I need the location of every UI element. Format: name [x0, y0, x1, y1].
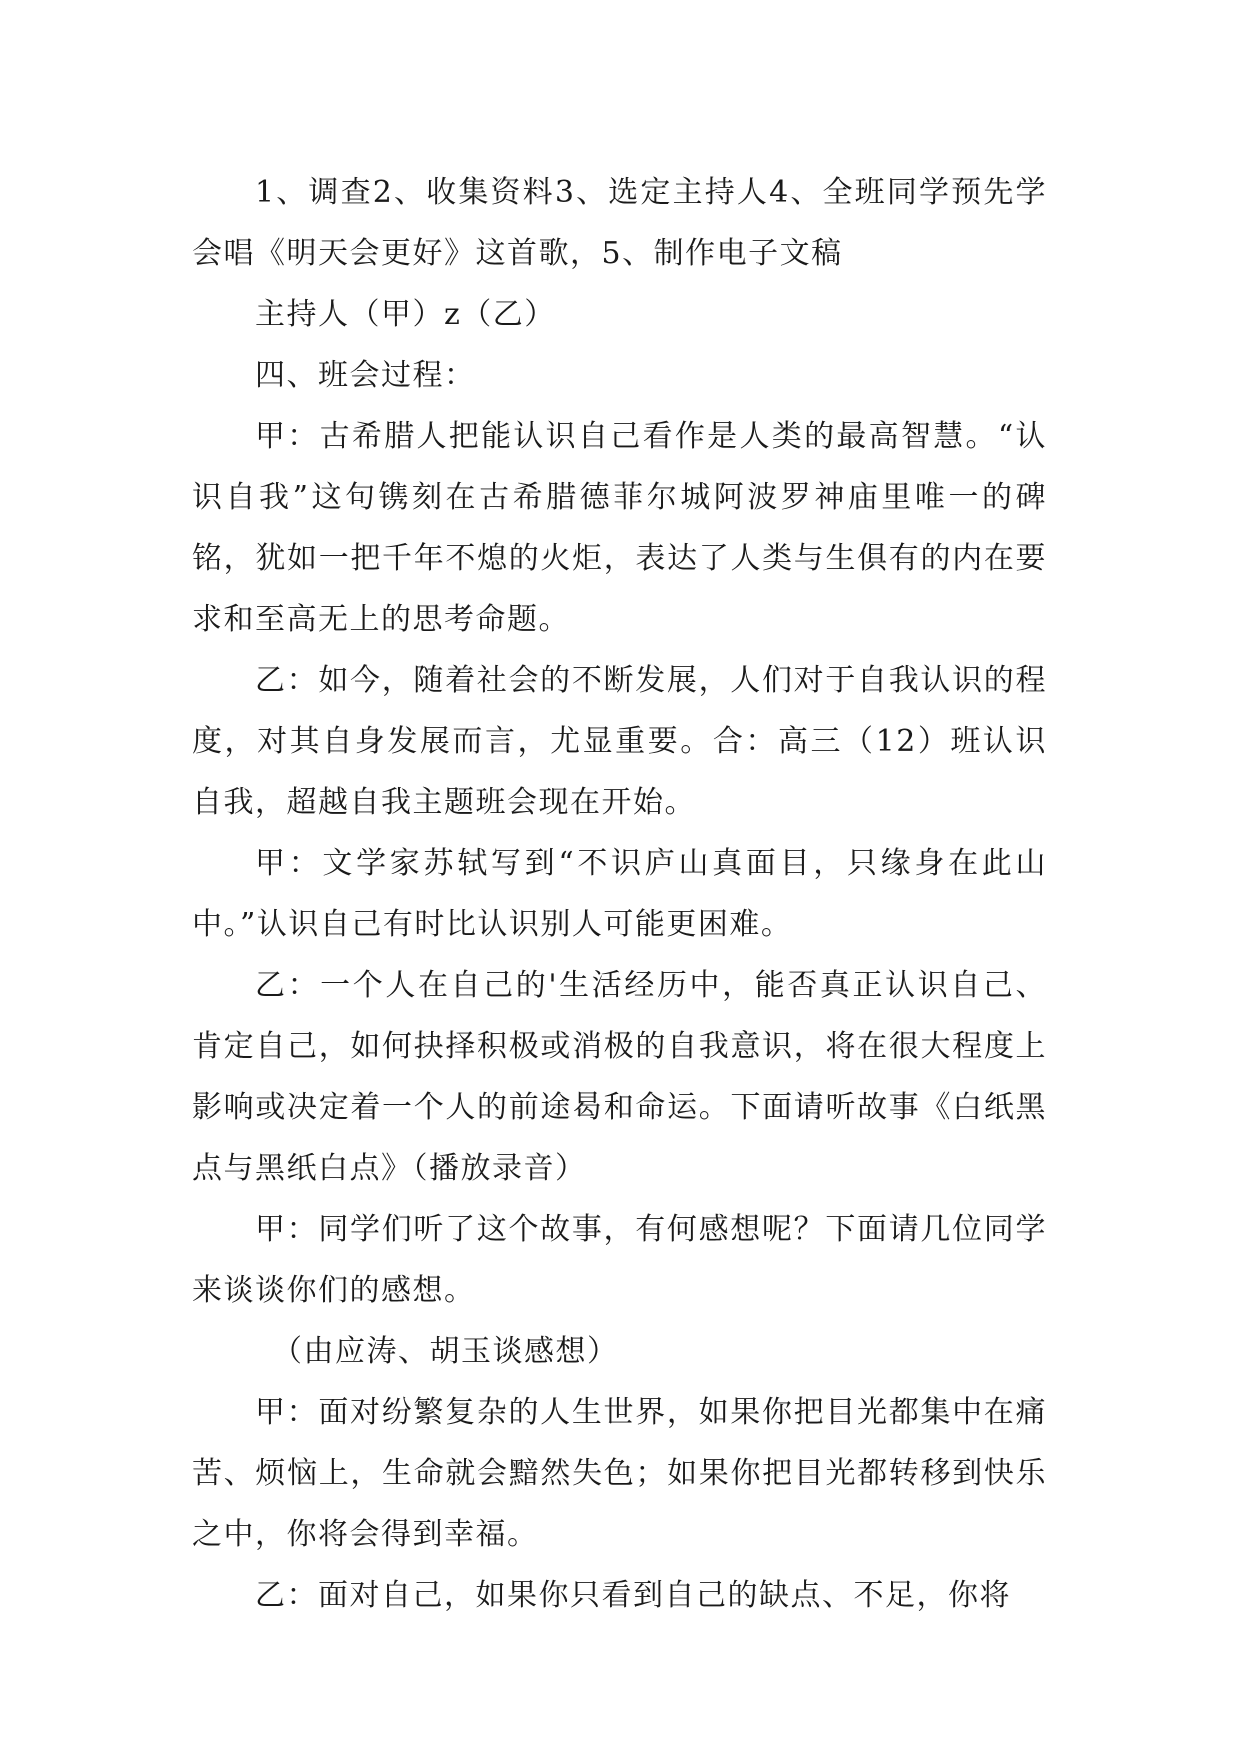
paragraph-speaker-a-3: 甲：同学们听了这个故事，有何感想呢？下面请几位同学来谈谈你们的感想。 [192, 1212, 1047, 1308]
paragraph-stage-note: （由应涛、胡玉谈感想） [272, 1334, 619, 1369]
paragraph-speaker-b-3: 乙：面对自己，如果你只看到自己的缺点、不足，你将 [255, 1578, 1011, 1613]
paragraph-speaker-b-1: 乙：如今，随着社会的不断发展，人们对于自我认识的程度，对其自身发展而言，尤显重要。合：高三（12）班认识自我，超越自我主题班会现在开始。 [192, 663, 1047, 820]
paragraph-speaker-a-1: 甲：古希腊人把能认识自己看作是人类的最高智慧。“认识自我”这句镌刻在古希腊德菲尔城阿波罗神庙里唯一的碑铭，犹如一把千年不熄的火炬，表达了人类与生俱有的内在要求和至高无上的思考命题。 [192, 419, 1047, 637]
paragraph-speaker-b-2: 乙：一个人在自己的'生活经历中，能否真正认识自己、肯定自己，如何抉择积极或消极的自我意识，将在很大程度上影响或决定着一个人的前途曷和命运。下面请听故事《白纸黑点与黑纸白点》（播放录音） [192, 968, 1047, 1186]
document-body [192, 162, 1047, 1626]
paragraph-speaker-a-2: 甲：文学家苏轼写到“不识庐山真面目，只缘身在此山中。”认识自己有时比认识别人可能更困难。 [192, 846, 1047, 942]
paragraph-preparation-steps: 1、调查2、收集资料3、选定主持人4、全班同学预先学会唱《明天会更好》这首歌，5、制作电子文稿 [192, 175, 1047, 271]
paragraph-speaker-a-4: 甲：面对纷繁复杂的人生世界，如果你把目光都集中在痛苦、烦恼上，生命就会黯然失色；如果你把目光都转移到快乐之中，你将会得到幸福。 [192, 1395, 1047, 1552]
paragraph-hosts: 主持人（甲）z（乙） [255, 297, 556, 332]
paragraph-section-heading: 四、班会过程： [255, 358, 476, 393]
